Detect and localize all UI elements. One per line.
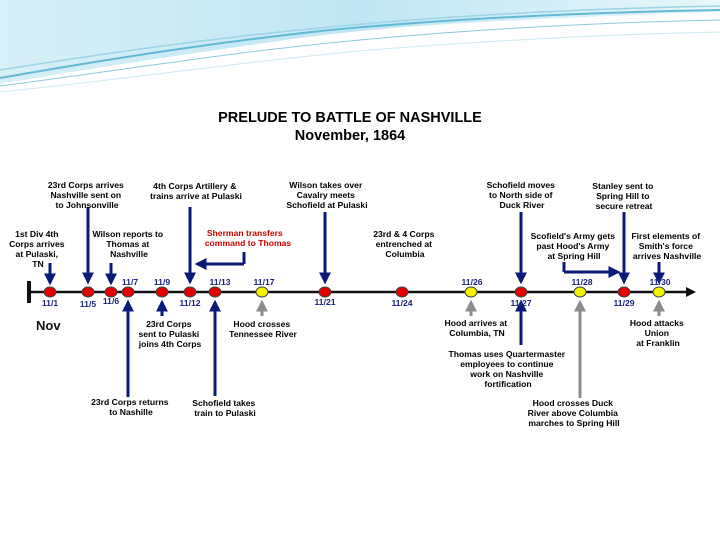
date-label: 11/28 [571,277,593,287]
union-event-dot [396,287,408,297]
event-note-11-27-thomas: Thomas uses Quartermaster employees to continue work on Nashville fortification [448,349,566,389]
union-event-dot [209,287,221,297]
union-event-dot [82,287,94,297]
event-note-11-24: 23rd & 4 Corps entrenched at Columbia [373,229,435,259]
date-label: 11/13 [209,277,231,287]
union-event-dot [156,287,168,297]
union-event-dot [44,287,56,297]
event-note-11-9: 23rd Corps sent to Pulaski joins 4th Corps [138,319,202,349]
date-label: 11/27 [510,298,532,308]
union-event-dot [319,287,331,297]
event-note-11-12: 4th Corps Artillery & trains arrive at Pulaski [150,181,242,201]
diagram-subtitle: November, 1864 [294,128,406,144]
date-label: 11/6 [102,296,120,306]
date-label: 11/1 [41,298,59,308]
event-note-11-30-bottom: Hood attacks Union at Franklin [629,318,684,348]
union-event-dot [618,287,630,297]
union-event-dot [515,287,527,297]
confederate-event-dot [653,287,665,297]
date-label: 11/26 [461,277,483,287]
date-label: 11/24 [391,298,413,308]
event-note-11-29: Stanley sent to Spring Hill to secure retreat [592,181,654,211]
event-note-11-28-hood: Hood crosses Duck River above Columbia marches to Spring Hill [527,398,620,428]
event-note-11-7: Wilson reports to Thomas at Nashville [92,229,164,259]
month-label: Nov [36,318,61,333]
date-label: 11/21 [314,297,336,307]
confederate-event-dot [574,287,586,297]
event-note-11-26: Hood arrives at Columbia, TN [444,318,508,338]
date-label: 11/9 [153,277,171,287]
diagram-title: PRELUDE TO BATTLE OF NASHVILLE [218,110,482,126]
event-note-11-30-top: First elements of Smith's force arrives Nashville [631,231,702,261]
confederate-event-dot [465,287,477,297]
event-note-11-17: Hood crosses Tennessee River [229,319,297,339]
confederate-event-dot [256,287,268,297]
event-note-11-13: Schofield takes train to Pulaski [192,398,256,418]
date-label: 11/17 [253,277,275,287]
date-label: 11/12 [179,298,201,308]
union-event-dot [184,287,196,297]
event-note-11-5: 23rd Corps arrives Nashville sent on to Johnsonville [47,180,124,210]
event-note-11-1: 1st Div 4th Corps arrives at Pulaski, TN [9,229,65,269]
event-note-11-27-schofield: Schofield moves to North side of Duck River [486,180,555,210]
date-label: 11/30 [649,277,671,287]
union-event-dot [122,287,134,297]
event-note-sherman: Sherman transfers command to Thomas [204,228,292,248]
event-note-11-6: 23rd Corps returns to Nashille [91,397,169,417]
date-label: 11/29 [613,298,635,308]
event-note-11-28-schofield: Scofield's Army gets past Hood's Army at Spring Hill [530,231,615,261]
date-label: 11/5 [79,299,97,309]
event-note-11-21: Wilson takes over Cavalry meets Schofield at Pulaski [286,180,368,210]
date-label: 11/7 [121,277,139,287]
